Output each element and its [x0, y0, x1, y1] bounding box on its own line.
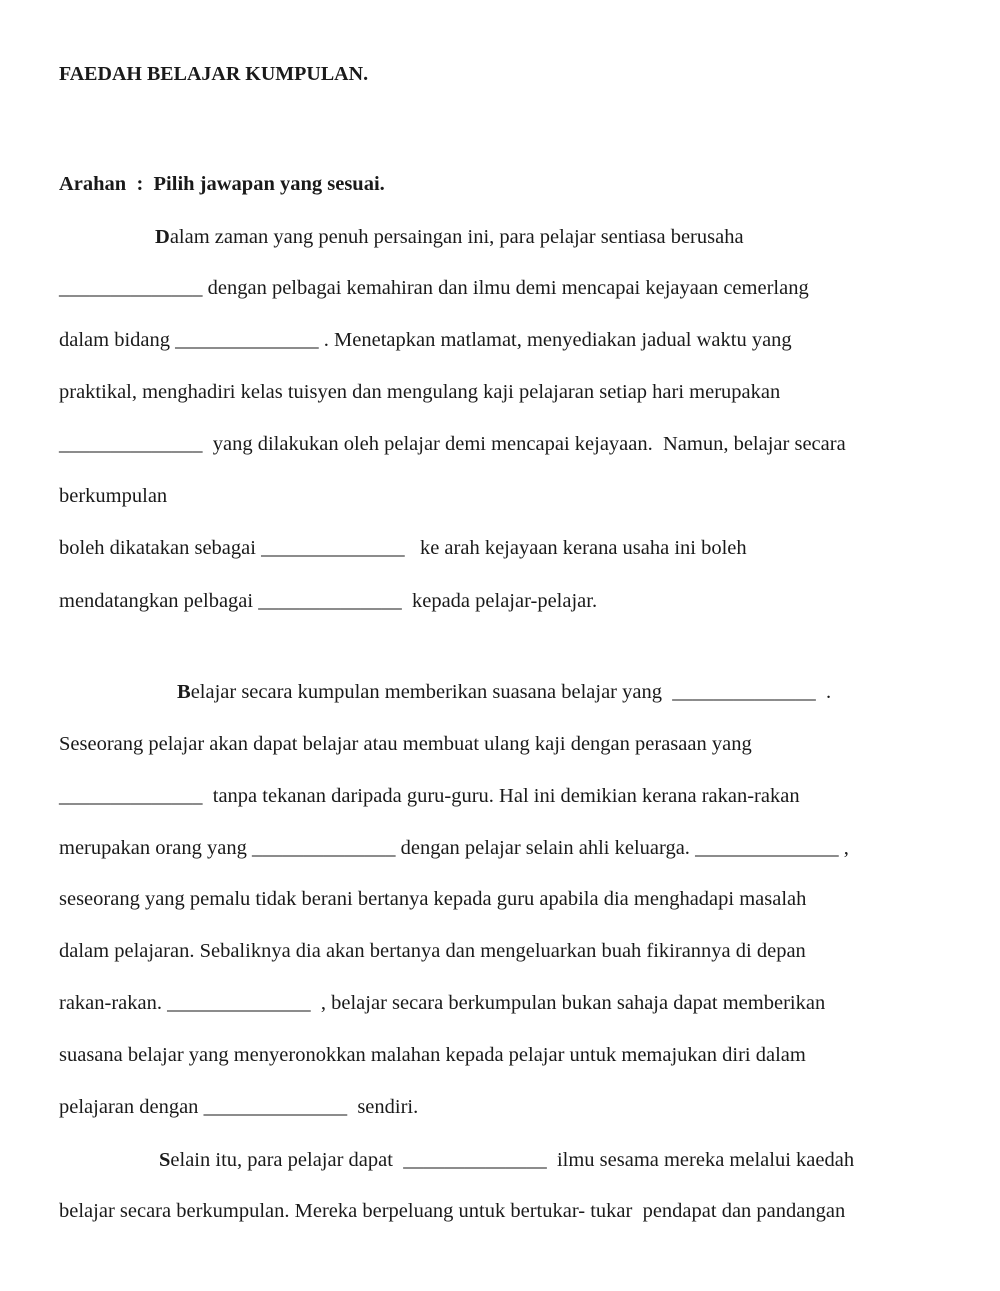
paragraph-3-line-1	[159, 1148, 854, 1172]
text: ,	[838, 837, 849, 859]
paragraph-1-line-4: praktikal, menghadiri kelas tuisyen dan mengulang kaji pelajaran setiap hari merupakan	[59, 381, 781, 403]
instruction: Arahan : Pilih jawapan yang sesuai.	[59, 173, 385, 195]
text: boleh dikatakan sebagai	[59, 537, 262, 559]
answer-blank-10[interactable]: ______________	[167, 992, 311, 1014]
paragraph-1-line-7	[59, 536, 747, 560]
text: sendiri.	[347, 1096, 419, 1118]
text: , belajar secara berkumpulan bukan sahaja dapat memberikan	[310, 992, 826, 1014]
text: kepada pelajar-pelajar.	[401, 590, 598, 612]
paragraph-1-line-1	[155, 225, 744, 249]
answer-blank-6[interactable]: ______________	[672, 681, 816, 703]
text: pelajaran dengan	[59, 1096, 204, 1118]
text: elajar secara kumpulan memberikan suasana belajar yang	[190, 681, 673, 703]
answer-blank-3[interactable]: ______________	[59, 433, 203, 455]
text: ke arah kejayaan kerana usaha ini boleh	[404, 537, 747, 559]
drop-cap: S	[159, 1149, 171, 1171]
paragraph-2-line-1	[177, 680, 831, 704]
text: dengan pelbagai kemahiran dan ilmu demi mencapai kejayaan cemerlang	[202, 277, 809, 299]
text: yang dilakukan oleh pelajar demi mencapai kejayaan. Namun, belajar secara	[202, 433, 846, 455]
paragraph-2-line-5: seseorang yang pemalu tidak berani bertanya kepada guru apabila dia menghadapi masalah	[59, 888, 807, 910]
paragraph-1-line-6: berkumpulan	[59, 485, 168, 507]
paragraph-2-line-3	[59, 784, 800, 808]
answer-blank-8[interactable]: ______________	[251, 837, 396, 859]
drop-cap: B	[177, 681, 191, 703]
paragraph-3-line-2: belajar secara berkumpulan. Mereka berpeluang untuk bertukar- tukar pendapat dan pandangan	[59, 1200, 846, 1222]
answer-blank-12[interactable]: ______________	[403, 1149, 547, 1171]
page-title: FAEDAH BELAJAR KUMPULAN.	[59, 63, 369, 85]
answer-blank-2[interactable]: ______________	[175, 329, 319, 351]
paragraph-2-line-9	[59, 1095, 418, 1119]
text: ilmu sesama mereka melalui kaedah	[546, 1149, 855, 1171]
text: dalam bidang	[59, 329, 176, 351]
answer-blank-5[interactable]: ______________	[258, 590, 402, 612]
text: dengan pelajar selain ahli keluarga.	[395, 837, 696, 859]
drop-cap: D	[155, 226, 170, 248]
text: tanpa tekanan daripada guru-guru. Hal ini demikian kerana rakan-rakan	[202, 785, 800, 807]
answer-blank-7[interactable]: ______________	[59, 785, 203, 807]
paragraph-2-line-8: suasana belajar yang menyeronokkan malahan kepada pelajar untuk memajukan diri dalam	[59, 1044, 806, 1066]
text: alam zaman yang penuh persaingan ini, para pelajar sentiasa berusaha	[169, 226, 744, 248]
text: rakan-rakan.	[59, 992, 168, 1014]
answer-blank-9[interactable]: ______________	[695, 837, 839, 859]
paragraph-1-line-2	[59, 276, 809, 300]
text: elain itu, para pelajar dapat	[170, 1149, 404, 1171]
text: merupakan orang yang	[59, 837, 252, 859]
answer-blank-4[interactable]: ______________	[261, 537, 405, 559]
text: . Menetapkan matlamat, menyediakan jadual waktu yang	[318, 329, 792, 351]
paragraph-2-line-2: Seseorang pelajar akan dapat belajar atau membuat ulang kaji dengan perasaan yang	[59, 733, 752, 755]
paragraph-1-line-8	[59, 589, 597, 613]
paragraph-2-line-7	[59, 991, 825, 1015]
paragraph-1-line-5	[59, 432, 846, 456]
text: mendatangkan pelbagai	[59, 590, 259, 612]
paragraph-1-line-3	[59, 328, 792, 352]
paragraph-2-line-4	[59, 836, 849, 860]
answer-blank-1[interactable]: ______________	[59, 277, 203, 299]
answer-blank-11[interactable]: ______________	[203, 1096, 348, 1118]
paragraph-2-line-6: dalam pelajaran. Sebaliknya dia akan bertanya dan mengeluarkan buah fikirannya di depan	[59, 940, 806, 962]
text: .	[815, 681, 832, 703]
